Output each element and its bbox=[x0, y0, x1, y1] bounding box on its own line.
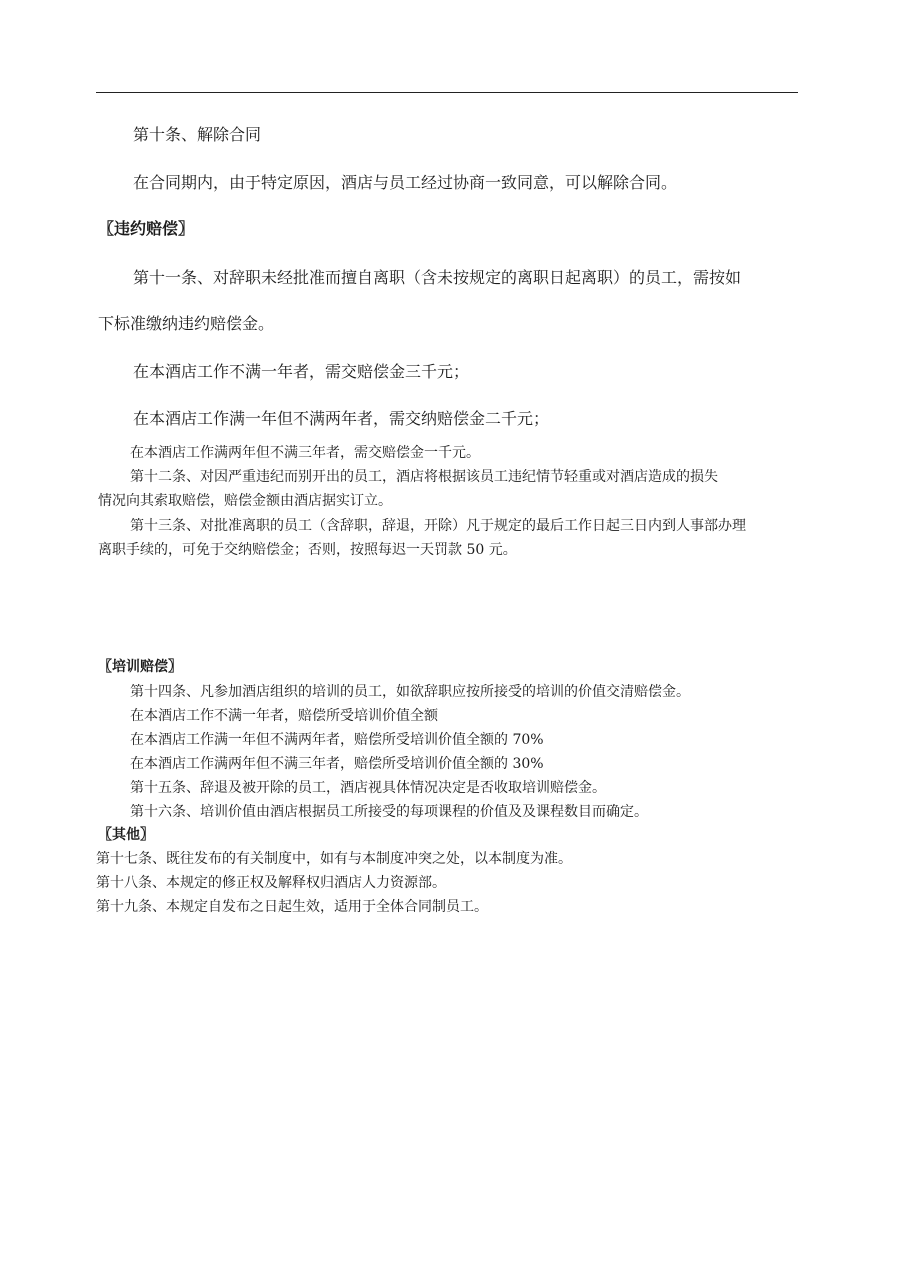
breach-item-3: 在本酒店工作满两年但不满三年者，需交赔偿金一千元。 bbox=[130, 445, 480, 461]
training-item-1: 在本酒店工作不满一年者，赔偿所受培训价值全额 bbox=[130, 708, 438, 724]
section-heading-other: 〖其他〗 bbox=[98, 827, 154, 843]
article-12-line-2: 情况向其索取赔偿，赔偿金额由酒店据实订立。 bbox=[98, 493, 392, 509]
article-18: 第十八条、本规定的修正权及解释权归酒店人力资源部。 bbox=[96, 875, 446, 891]
article-10-title: 第十条、解除合同 bbox=[133, 125, 262, 144]
article-19: 第十九条、本规定自发布之日起生效，适用于全体合同制员工。 bbox=[96, 899, 488, 915]
article-17: 第十七条、既往发布的有关制度中，如有与本制度冲突之处，以本制度为准。 bbox=[96, 851, 572, 867]
section-heading-training: 〖培训赔偿〗 bbox=[98, 659, 182, 675]
article-10-body: 在合同期内，由于特定原因，酒店与员工经过协商一致同意，可以解除合同。 bbox=[133, 173, 678, 192]
article-12-line-1: 第十二条、对因严重违纪而别开出的员工，酒店将根据该员工违纪情节轻重或对酒店造成的损失 bbox=[130, 469, 718, 485]
article-13-line-1: 第十三条、对批准离职的员工（含辞职，辞退，开除）凡于规定的最后工作日起三日内到人事部办理 bbox=[130, 518, 746, 534]
section-heading-breach: 〖违约赔偿〗 bbox=[98, 219, 195, 238]
training-item-3: 在本酒店工作满两年但不满三年者，赔偿所受培训价值全额的 30% bbox=[130, 756, 544, 772]
training-item-2: 在本酒店工作满一年但不满两年者，赔偿所受培训价值全额的 70% bbox=[130, 732, 544, 748]
article-11-line-2: 下标准缴纳违约赔偿金。 bbox=[98, 314, 275, 333]
article-11-line-1: 第十一条、对辞职未经批准而擅自离职（含未按规定的离职日起离职）的员工，需按如 bbox=[133, 268, 742, 287]
article-14: 第十四条、凡参加酒店组织的培训的员工，如欲辞职应按所接受的培训的价值交清赔偿金。 bbox=[130, 684, 690, 700]
breach-item-2: 在本酒店工作满一年但不满两年者，需交纳赔偿金二千元； bbox=[133, 409, 550, 428]
article-15: 第十五条、辞退及被开除的员工，酒店视具体情况决定是否收取培训赔偿金。 bbox=[130, 780, 606, 796]
article-16: 第十六条、培训价值由酒店根据员工所接受的每项课程的价值及及课程数目而确定。 bbox=[130, 804, 648, 820]
header-rule bbox=[96, 92, 798, 93]
breach-item-1: 在本酒店工作不满一年者，需交赔偿金三千元； bbox=[133, 362, 470, 381]
article-13-line-2: 离职手续的，可免于交纳赔偿金；否则，按照每迟一天罚款 50 元。 bbox=[98, 542, 517, 558]
